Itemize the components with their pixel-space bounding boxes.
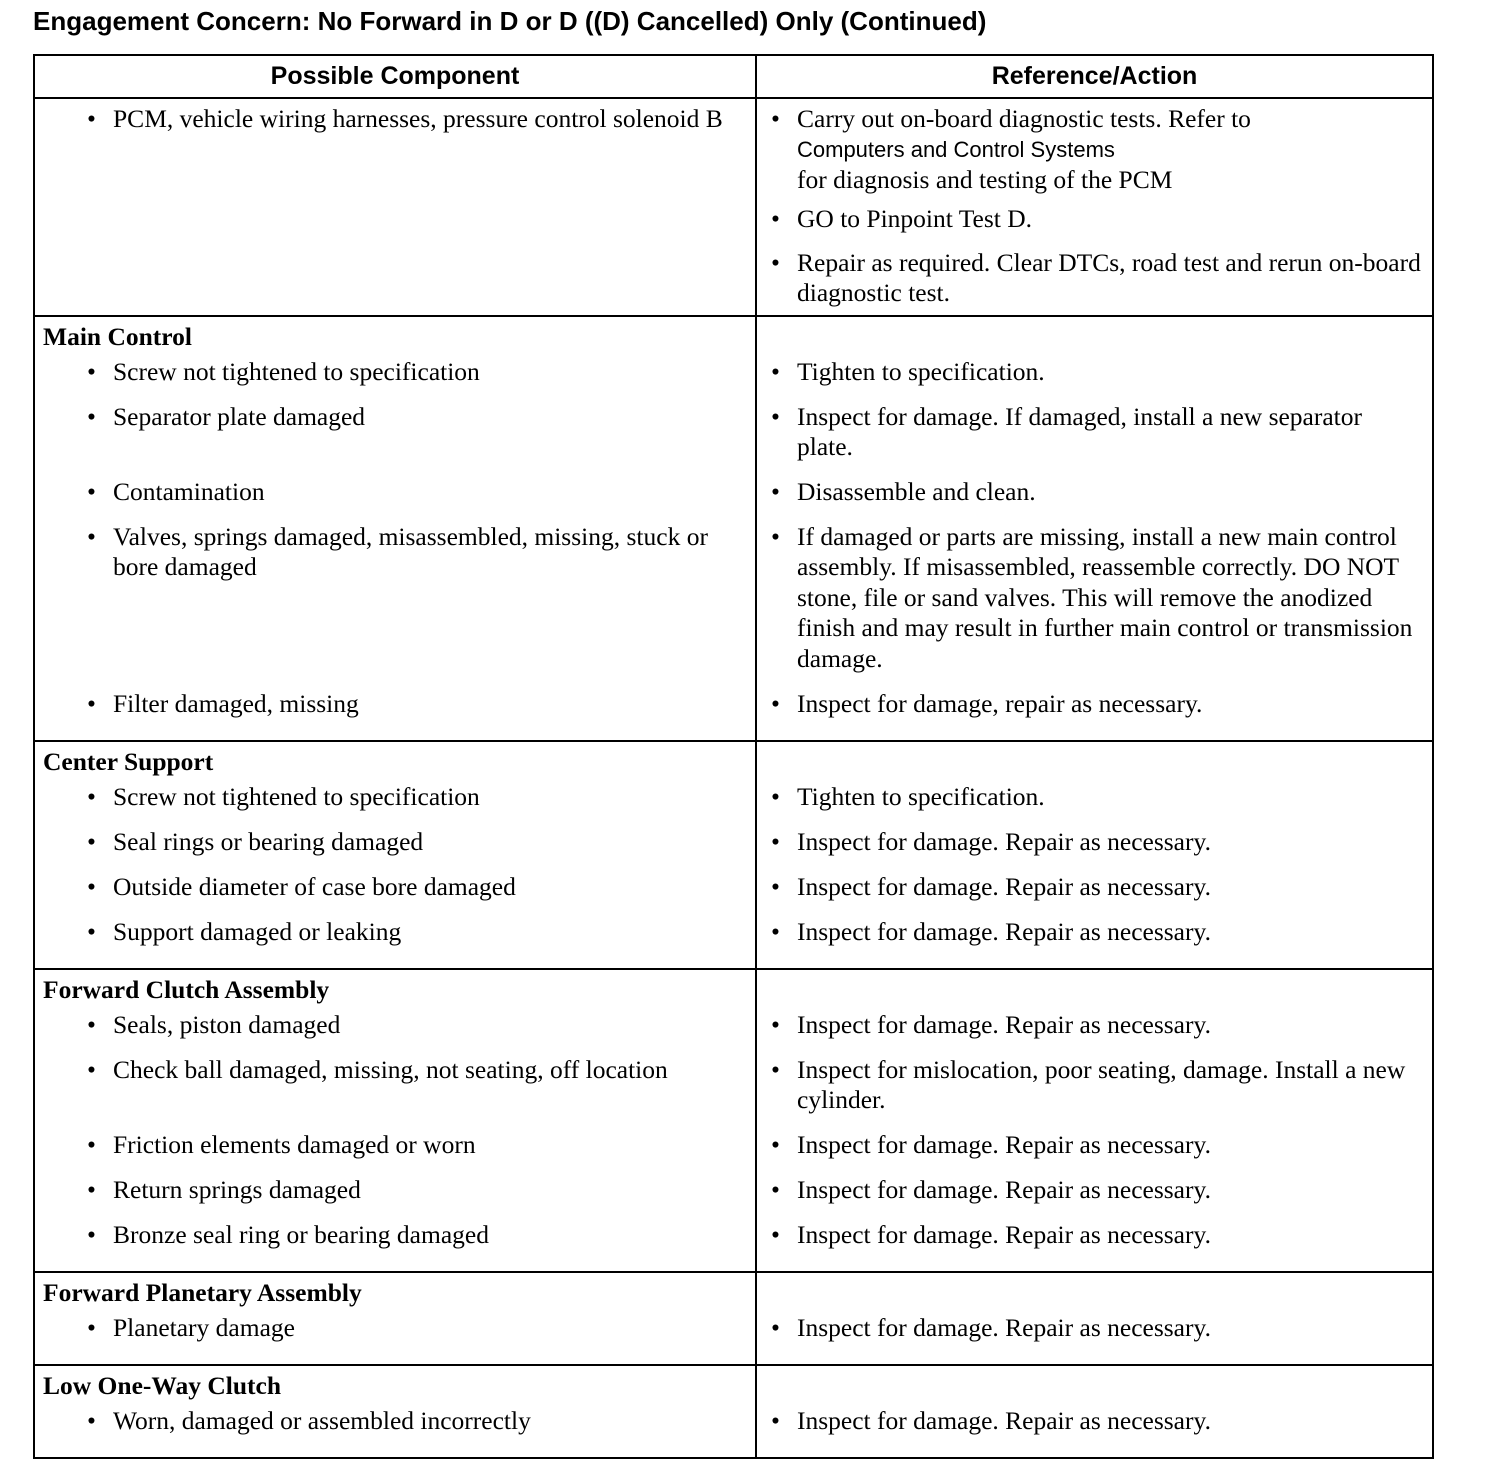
header-possible-component: Possible Component	[34, 55, 756, 98]
list-item	[757, 782, 1422, 827]
bullet: •	[87, 1405, 96, 1435]
action-text: Inspect for mislocation, poor seating, damage. Install a new cylinder.	[797, 1054, 1406, 1114]
bullet: •	[771, 104, 780, 133]
action-cell	[756, 98, 1433, 316]
list-item	[35, 522, 745, 689]
section-title: Center Support	[43, 746, 214, 776]
bullet: •	[771, 247, 780, 277]
list-item	[757, 1130, 1422, 1175]
list-item	[35, 477, 745, 522]
table-header-row	[34, 55, 1433, 98]
diagnosis-table	[33, 54, 1434, 1459]
component-text: Screw not tightened to specification	[113, 781, 480, 811]
bullet: •	[771, 1174, 780, 1204]
action-text: Inspect for damage. Repair as necessary.	[797, 1009, 1211, 1039]
bullet: •	[771, 1219, 780, 1249]
bullet: •	[771, 1405, 780, 1435]
list-item	[757, 1055, 1422, 1130]
component-text: Return springs damaged	[113, 1174, 361, 1204]
section-row	[34, 1365, 1433, 1458]
component-cell	[34, 98, 756, 316]
bullet: •	[771, 356, 780, 386]
action-text: Inspect for damage, repair as necessary.	[797, 688, 1203, 718]
bullet: •	[87, 1219, 96, 1249]
bullet: •	[87, 104, 96, 133]
component-list	[35, 1308, 755, 1364]
action-intro: Carry out on-board diagnostic tests. Refer to	[797, 104, 1251, 133]
action-cell	[756, 741, 1433, 969]
action-text	[797, 104, 1422, 195]
action-list	[757, 1005, 1432, 1271]
bullet: •	[771, 401, 780, 431]
action-text: Inspect for damage. Repair as necessary.	[797, 1219, 1211, 1249]
bullet: •	[771, 1129, 780, 1159]
action-text: Tighten to specification.	[797, 781, 1045, 811]
bullet: •	[771, 916, 780, 946]
action-text: Inspect for damage. Repair as necessary.	[797, 916, 1211, 946]
section-title-spacer	[757, 1366, 1432, 1401]
list-item	[35, 1313, 745, 1358]
bullet: •	[771, 1054, 780, 1084]
bullet: •	[771, 1312, 780, 1342]
list-item	[757, 689, 1422, 734]
list-item	[757, 248, 1422, 309]
section-title: Low One-Way Clutch	[43, 1370, 282, 1400]
bullet: •	[771, 781, 780, 811]
action-text: Inspect for damage. Repair as necessary.	[797, 1129, 1211, 1159]
action-text: If damaged or parts are missing, install a new main control assembly. If misassembled, reassemble correctly. DO NOT stone, file or sand valves. This will remove the anodized finish and may result in further main control or transmission damage.	[797, 521, 1413, 673]
bullet: •	[87, 521, 96, 551]
component-cell	[34, 969, 756, 1272]
action-text: Repair as required. Clear DTCs, road test and rerun on-board diagnostic test.	[797, 247, 1421, 307]
list-item	[35, 782, 745, 827]
list-item	[35, 104, 745, 135]
action-text: Inspect for damage. If damaged, install a new separator plate.	[797, 401, 1363, 461]
component-text: PCM, vehicle wiring harnesses, pressure control solenoid B	[113, 104, 723, 133]
bullet: •	[771, 204, 780, 233]
bullet: •	[87, 781, 96, 811]
component-cell	[34, 316, 756, 741]
bullet: •	[87, 1174, 96, 1204]
bullet: •	[771, 476, 780, 506]
component-text: Friction elements damaged or worn	[113, 1129, 476, 1159]
bullet: •	[87, 356, 96, 386]
header-reference-action: Reference/Action	[756, 55, 1433, 98]
component-text: Support damaged or leaking	[113, 916, 402, 946]
list-item	[757, 522, 1422, 689]
component-list	[35, 1401, 755, 1457]
list-item	[35, 402, 745, 477]
component-text: Filter damaged, missing	[113, 688, 359, 718]
reference-link[interactable]: Computers and Control Systems	[797, 136, 1115, 162]
component-text: Outside diameter of case bore damaged	[113, 871, 516, 901]
list-item	[35, 1055, 745, 1130]
action-list	[757, 352, 1432, 740]
list-item	[35, 1010, 745, 1055]
component-text: Seals, piston damaged	[113, 1009, 341, 1039]
component-text: Seal rings or bearing damaged	[113, 826, 424, 856]
list-item	[757, 402, 1422, 477]
component-text: Contamination	[113, 476, 265, 506]
list-item	[757, 827, 1422, 872]
bullet: •	[87, 401, 96, 431]
action-text: Inspect for damage. Repair as necessary.	[797, 1312, 1211, 1342]
action-text: Tighten to specification.	[797, 356, 1045, 386]
bullet: •	[771, 521, 780, 551]
component-text: Screw not tightened to specification	[113, 356, 480, 386]
list-item	[757, 1406, 1422, 1451]
action-tail: for diagnosis and testing of the PCM	[797, 164, 1173, 194]
component-text: Check ball damaged, missing, not seating, off location	[113, 1054, 668, 1084]
component-text: Bronze seal ring or bearing damaged	[113, 1219, 489, 1249]
table-row	[34, 98, 1433, 316]
bullet: •	[87, 688, 96, 718]
action-text: Inspect for damage. Repair as necessary.	[797, 871, 1211, 901]
list-item	[757, 477, 1422, 522]
component-text: Separator plate damaged	[113, 401, 366, 431]
section-title: Main Control	[43, 321, 192, 351]
action-list	[757, 777, 1432, 968]
action-text: Disassemble and clean.	[797, 476, 1036, 506]
bullet: •	[87, 476, 96, 506]
bullet: •	[87, 1129, 96, 1159]
action-cell	[756, 316, 1433, 741]
component-list	[35, 777, 755, 968]
list-item	[35, 357, 745, 402]
section-title: Forward Planetary Assembly	[43, 1277, 362, 1307]
action-cell	[756, 1365, 1433, 1458]
action-cell	[756, 969, 1433, 1272]
list-item	[757, 1220, 1422, 1265]
component-list	[35, 352, 755, 740]
section-title-spacer	[757, 970, 1432, 1005]
bullet: •	[87, 916, 96, 946]
bullet: •	[771, 1009, 780, 1039]
action-cell	[756, 1272, 1433, 1365]
section-title-spacer	[757, 742, 1432, 777]
list-item	[35, 872, 745, 917]
section-row	[34, 741, 1433, 969]
action-text: Inspect for damage. Repair as necessary.	[797, 1405, 1211, 1435]
section-row	[34, 316, 1433, 741]
bullet: •	[771, 688, 780, 718]
component-text: Valves, springs damaged, misassembled, missing, stuck or bore damaged	[113, 521, 708, 581]
bullet: •	[771, 826, 780, 856]
list-item	[757, 917, 1422, 962]
list-item	[35, 1406, 745, 1451]
list-item	[35, 1220, 745, 1265]
section-title-spacer	[757, 1273, 1432, 1308]
bullet: •	[87, 1054, 96, 1084]
component-text: Worn, damaged or assembled incorrectly	[113, 1405, 531, 1435]
component-cell	[34, 1272, 756, 1365]
action-list	[757, 1401, 1432, 1457]
list-item	[757, 872, 1422, 917]
list-item	[757, 1010, 1422, 1055]
list-item	[757, 357, 1422, 402]
bullet: •	[87, 871, 96, 901]
list-item	[35, 689, 745, 734]
page-title: Engagement Concern: No Forward in D or D ((D) Cancelled) Only (Continued)	[33, 6, 987, 36]
component-text: Planetary damage	[113, 1312, 295, 1342]
list-item	[35, 1175, 745, 1220]
list-item	[757, 1313, 1422, 1358]
section-row	[34, 969, 1433, 1272]
section-title: Forward Clutch Assembly	[43, 974, 330, 1004]
list-item	[757, 1175, 1422, 1220]
action-list	[757, 1308, 1432, 1364]
list-item	[35, 1130, 745, 1175]
action-text: Inspect for damage. Repair as necessary.	[797, 1174, 1211, 1204]
bullet: •	[87, 826, 96, 856]
section-title-spacer	[757, 317, 1432, 352]
component-list	[35, 1005, 755, 1271]
action-text: Inspect for damage. Repair as necessary.	[797, 826, 1211, 856]
list-item	[757, 204, 1422, 235]
component-cell	[34, 741, 756, 969]
bullet: •	[87, 1009, 96, 1039]
list-item	[757, 104, 1422, 195]
bullet: •	[771, 871, 780, 901]
action-text: GO to Pinpoint Test D.	[797, 204, 1033, 233]
section-row	[34, 1272, 1433, 1365]
component-cell	[34, 1365, 756, 1458]
list-item	[35, 917, 745, 962]
bullet: •	[87, 1312, 96, 1342]
list-item	[35, 827, 745, 872]
